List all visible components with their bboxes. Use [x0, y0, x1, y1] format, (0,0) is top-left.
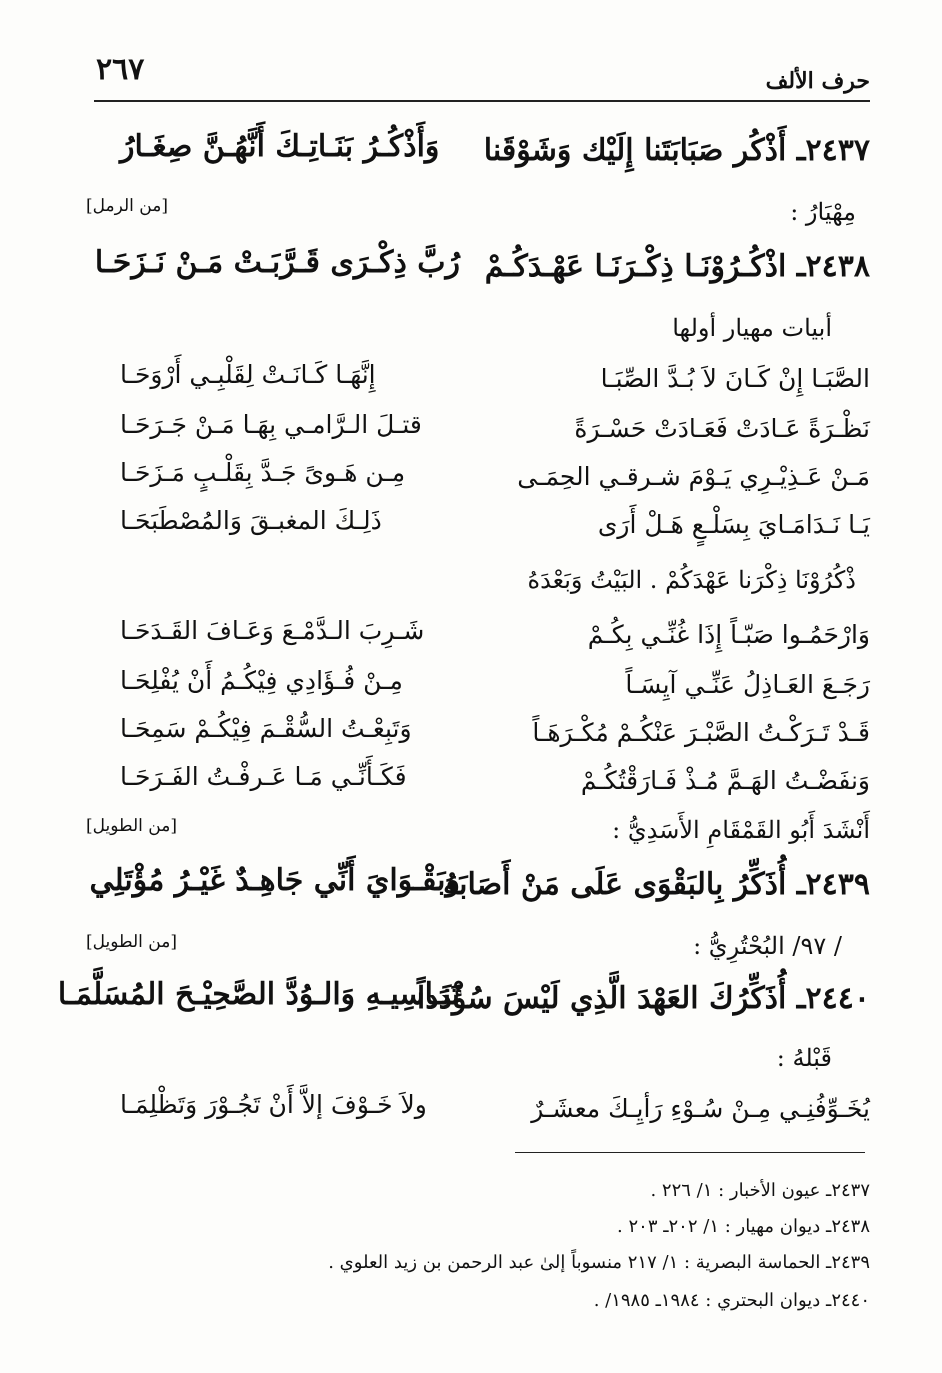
verse-line-3-first: مَـنْ عَـذِيْـرِي يَـوْمَ شـرقـي الحِمَـى: [517, 462, 870, 491]
verse-line-8-second: فَكَـأَنِّـي مَـا عَـرفْـتُ الفَـرَحَـا: [120, 762, 407, 791]
poet-buhturi-intro: / ٩٧/ البُحْتُرِيُّ :: [693, 932, 842, 960]
verse-line-2-first: نَظْـرَةً عَـادَتْ فَعَـادَتْ حَسْـرَةً: [574, 414, 870, 443]
verse-qablahu-second: ولاَ خَـوْفَ إلاَّ أَنْ تَجُـوْرَ وَتَظْلِمَـا: [120, 1090, 427, 1119]
footnote-2440: ٢٤٤٠ـ ديوان البحتري : ١٩٨٤ـ ١٩٨٥/ .: [593, 1290, 870, 1311]
abyat-intro: أبيات مهيار أولها: [672, 314, 832, 342]
chapter-title: حرف الألف: [765, 68, 870, 94]
verse-line-6-first: رَجَـعَ العَـاذِلُ عَنِّـي آيِسَـاً: [625, 670, 870, 699]
verse-line-4-second: ذَلِـكَ المغبـقَ وَالمُصْطَبَحَـا: [120, 506, 382, 535]
verse-line-7-second: وَتَبِعْـتُ السُّقْـمَ فِيْكُـمْ سَمِحَـا: [120, 714, 412, 743]
footnote-rule: [515, 1152, 865, 1153]
verse-2440-first-hemistich: ٢٤٤٠ـ أُذَكِّرُكَ العَهْدَ الَّذِي لَيْسَ سُؤْدَداً: [416, 981, 870, 1016]
meter-label-tawil-1: [من الطويل]: [86, 816, 177, 836]
poet-abul-qamqam-intro: أَنْشَدَ أَبُو القَمْقَامِ الأَسَدِيُّ :: [612, 816, 870, 844]
footnote-2437: ٢٤٣٧ـ عيون الأخبار : ١/ ٢٢٦ .: [650, 1180, 870, 1201]
verse-2437-second-hemistich: وَأَذْكُـرُ بَنَـاتِـكَ أَنَّهُـنَّ صِغَـارُ: [120, 129, 440, 164]
verse-line-3-second: مِـن هَـوىً جَـدَّ بِقَلْـبٍ مَـزَحَـا: [120, 458, 406, 487]
verse-qablahu-first: يُخَـوِّفُنِـي مِـنْ سُـوْءِ رَأيِـكَ معشَـرٌ: [531, 1094, 870, 1123]
verse-line-5-first: وَارْحَمُـوا صَبّـاً إِذَا غُنِّـي بِكُـمْ: [587, 620, 870, 649]
verse-line-6-second: مِـنْ فُـؤَادِي فِيْكُـمُ أَنْ يُفْلِحَـا: [120, 666, 403, 695]
page-number: ٢٦٧: [96, 52, 145, 87]
header-rule: [94, 100, 870, 102]
verse-line-1-second: إِنَّهَـا كَـانَـتْ لِقَلْبِـي أَرْوَحَـا: [120, 360, 376, 389]
mid-note: ذْكُرُوْنَا ذِكْرَنا عَهْدَكُمْ . البَيْتُ وَبَعْدَهُ: [527, 566, 856, 594]
verse-line-1-first: الصَّبَـا إِنْ كَـانَ لاَ بُـدَّ الصِّبَـا: [600, 364, 870, 393]
footnote-2438: ٢٤٣٨ـ ديوان مهيار : ١/ ٢٠٢ـ ٢٠٣ .: [617, 1216, 870, 1237]
verse-2439-second-hemistich: وبَقْـوَايَ أَنِّي جَاهِـدٌ غَيْـرُ مُؤْتَلِي: [89, 863, 460, 898]
verse-2440-second-hemistich: تَنَـاسِيـهِ وَالـوُدَّ الصَّحِيْـحَ المُسَلَّمَـا: [57, 977, 460, 1012]
verse-line-2-second: قتـلَ الـرَّامـي بِهَـا مَـنْ جَـرَحَـا: [120, 410, 422, 439]
verse-line-7-first: قَـدْ تَـرَكْـتُ الصَّبْـرَ عَنْكُـمْ مُكْـرَهَـاً: [532, 718, 870, 747]
meter-label-tawil-2: [من الطويل]: [86, 932, 177, 952]
meter-label-ramal: [من الرمل]: [86, 196, 168, 216]
qablahu-intro: قَبْلهُ :: [776, 1044, 832, 1072]
poet-mihyar-intro: مِهْيَارُ :: [790, 198, 856, 226]
verse-2437-first-hemistich: ٢٤٣٧ـ أَذْكُر صَبَابَتَنا إِلَيْك وَشَوْقَنا: [483, 133, 870, 168]
verse-2438-first-hemistich: ٢٤٣٨ـ اذْكُـرُوْنَـا ذِكْـرَنَـا عَهْـدَكُـمْ: [484, 249, 870, 284]
verse-line-8-first: وَنفَضْـتُ الهَـمَّ مُـذْ فَـارَقْتُكُـمْ: [580, 766, 870, 795]
footnote-2439: ٢٤٣٩ـ الحماسة البصرية : ١/ ٢١٧ منسوباً إلىٰ عبد الرحمن بن زيد العلوي .: [328, 1252, 870, 1273]
verse-line-5-second: شَـرِبَ الـدَّمْـعَ وَعَـافَ القَـدَحَـا: [120, 616, 425, 645]
verse-2438-second-hemistich: رُبَّ ذِكْـرَى قَـرَّبَـتْ مَـنْ نَـزَحَـا: [94, 245, 460, 280]
verse-2439-first-hemistich: ٢٤٣٩ـ أُذَكِّرُ بِالبَقْوَى عَلَى مَنْ أَصَابَهُ: [443, 867, 870, 902]
verse-line-4-first: يَـا نَـدَامَـايَ بِسَلْـعٍ هَـلْ أَرَى: [597, 510, 870, 539]
